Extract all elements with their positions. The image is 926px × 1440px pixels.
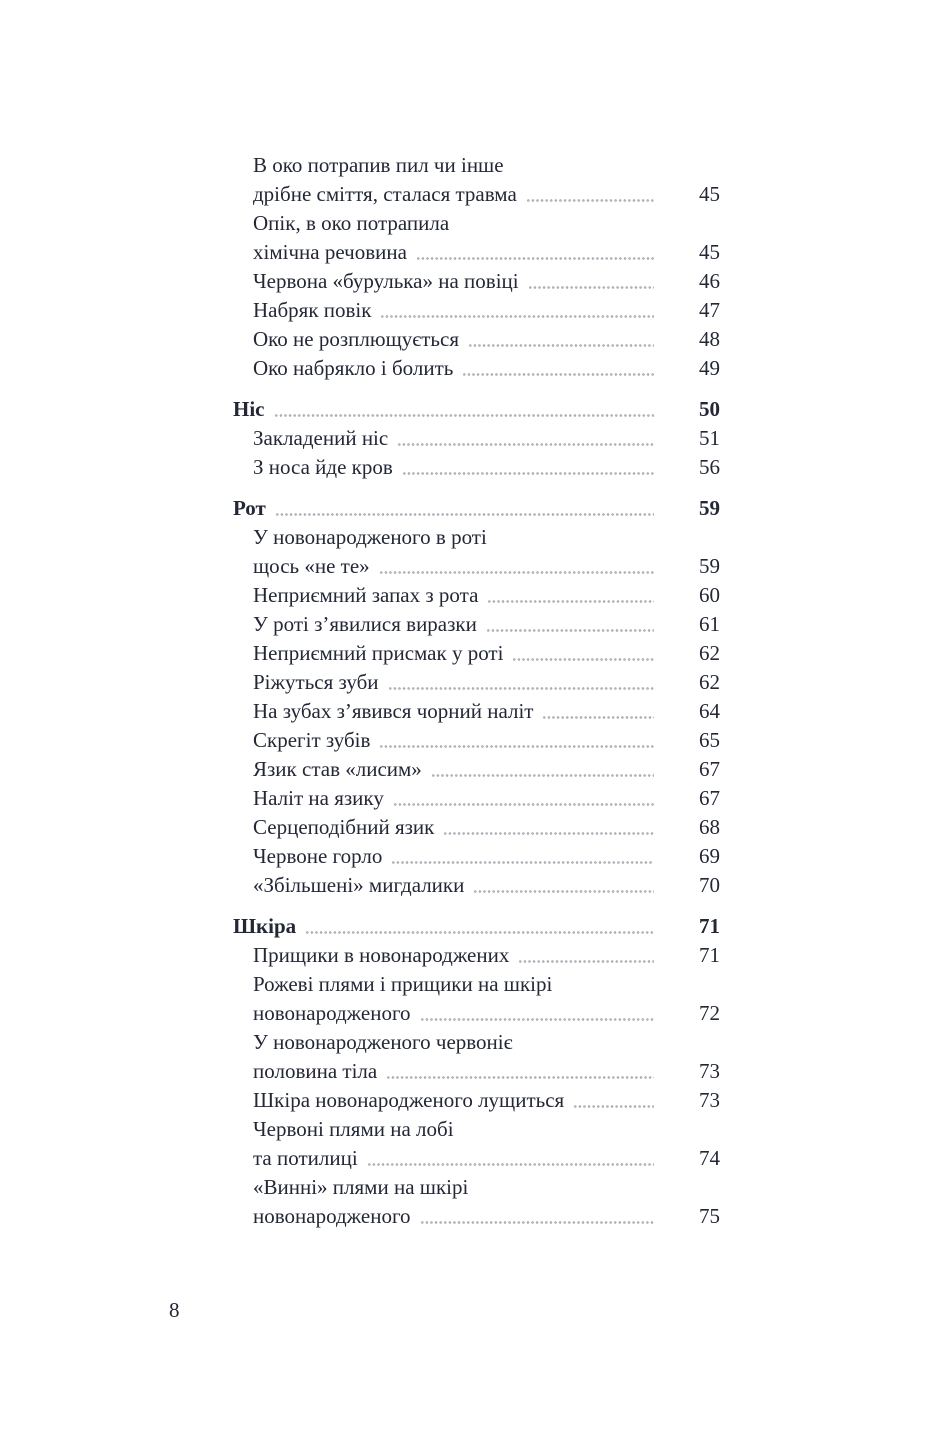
toc-entry-line <box>233 523 720 552</box>
toc-entry-line <box>233 755 720 784</box>
toc-entry <box>233 151 720 209</box>
toc-entry-lines <box>233 354 720 383</box>
toc-entry-line <box>233 151 720 180</box>
toc-entry-title: новонародженого <box>253 1001 411 1025</box>
toc-entry-line <box>233 1028 720 1057</box>
toc-entry-page: 69 <box>699 844 720 868</box>
toc-entry-title: Ніс <box>233 397 265 421</box>
toc-entry <box>233 639 720 668</box>
toc-entry-page: 50 <box>699 397 720 421</box>
toc-entry-lines <box>233 697 720 726</box>
toc-entry-title: З носа йде кров <box>253 455 393 479</box>
toc-entry-page: 49 <box>699 356 720 380</box>
toc-entry-title: щось «не те» <box>253 554 370 578</box>
dot-leader <box>367 1144 654 1173</box>
toc-entry <box>233 726 720 755</box>
toc-entry-page: 65 <box>699 728 720 752</box>
toc-entry-line <box>233 697 720 726</box>
dot-leader <box>431 755 654 784</box>
toc-entry-title: Язик став «лисим» <box>253 757 422 781</box>
toc-entry <box>233 871 720 900</box>
dot-leader <box>274 395 655 424</box>
toc-entry-line <box>233 552 720 581</box>
dot-leader <box>275 494 654 523</box>
toc-entry-lines <box>233 395 720 424</box>
toc-entry <box>233 1028 720 1086</box>
toc-entry-lines <box>233 453 720 482</box>
toc-entry-page: 62 <box>699 670 720 694</box>
toc-entry-title: У роті з’явилися виразки <box>253 612 477 636</box>
dot-leader <box>391 842 654 871</box>
toc-entry-lines <box>233 610 720 639</box>
toc-entry <box>233 354 720 383</box>
toc-entry-lines <box>233 523 720 581</box>
toc-entry-title: половина тіла <box>253 1059 378 1083</box>
toc-entry-line <box>233 296 720 325</box>
toc-entry <box>233 209 720 267</box>
toc-entry <box>233 523 720 581</box>
toc-entry-page: 75 <box>699 1204 720 1228</box>
toc-entry-page: 56 <box>699 455 720 479</box>
dot-leader <box>443 813 654 842</box>
toc-list <box>233 151 720 1231</box>
toc-entry-page: 73 <box>699 1088 720 1112</box>
dot-leader <box>397 424 654 453</box>
toc-entry <box>233 912 720 941</box>
toc-entry <box>233 1115 720 1173</box>
toc-entry-line <box>233 999 720 1028</box>
toc-entry-page: 73 <box>699 1059 720 1083</box>
toc-entry <box>233 453 720 482</box>
toc-entry <box>233 581 720 610</box>
toc-entry-line <box>233 209 720 238</box>
toc-entry-lines <box>233 970 720 1028</box>
toc-entry-lines <box>233 151 720 209</box>
toc-entry-lines <box>233 424 720 453</box>
toc-entry-lines <box>233 325 720 354</box>
toc-entry-title: В око потрапив пил чи інше <box>253 153 504 177</box>
toc-entry-line <box>233 1086 720 1115</box>
dot-leader <box>487 581 654 610</box>
toc-entry <box>233 325 720 354</box>
toc-entry-page: 72 <box>699 1001 720 1025</box>
toc-entry-lines <box>233 813 720 842</box>
toc-entry-lines <box>233 1028 720 1086</box>
toc-entry-title: Набряк повік <box>253 298 372 322</box>
toc-entry-title: Наліт на язику <box>253 786 384 810</box>
dot-leader <box>305 912 654 941</box>
toc-entry-line <box>233 494 720 523</box>
toc-entry-title: Червоні плями на лобі <box>253 1117 454 1141</box>
toc-entry-title: Шкіра новонародженого лущиться <box>253 1088 565 1112</box>
toc-entry-lines <box>233 912 720 941</box>
toc-entry <box>233 395 720 424</box>
toc-entry-title: На зубах з’явився чорний наліт <box>253 699 534 723</box>
toc-entry-line <box>233 813 720 842</box>
toc-entry <box>233 267 720 296</box>
toc-entry-title: хімічна речовина <box>253 240 407 264</box>
toc-entry <box>233 813 720 842</box>
toc-entry-title: Рот <box>233 496 266 520</box>
toc-entry <box>233 1173 720 1231</box>
dot-leader <box>379 726 654 755</box>
toc-entry-lines <box>233 267 720 296</box>
dot-leader <box>462 354 654 383</box>
toc-entry-title: Око не розплющується <box>253 327 459 351</box>
toc-entry-title: Неприємний присмак у роті <box>253 641 504 665</box>
toc-entry-line <box>233 354 720 383</box>
toc-entry-line <box>233 1173 720 1202</box>
toc-entry-line <box>233 1202 720 1231</box>
dot-leader <box>542 697 654 726</box>
toc-entry-title: Опік, в око потрапила <box>253 211 450 235</box>
toc-entry-title: Рожеві плями і прищики на шкірі <box>253 972 553 996</box>
table-of-contents <box>233 151 720 1231</box>
toc-entry-line <box>233 325 720 354</box>
dot-leader <box>386 1057 654 1086</box>
toc-entry-page: 45 <box>699 240 720 264</box>
dot-leader <box>379 552 654 581</box>
toc-entry-page: 59 <box>699 554 720 578</box>
toc-entry-page: 62 <box>699 641 720 665</box>
toc-entry-lines <box>233 755 720 784</box>
toc-entry-title: Серцеподібний язик <box>253 815 435 839</box>
toc-entry-title: «Збільшені» мигдалики <box>253 873 465 897</box>
dot-leader <box>468 325 654 354</box>
dot-leader <box>416 238 654 267</box>
toc-entry-line <box>233 784 720 813</box>
toc-entry-lines <box>233 209 720 267</box>
dot-leader <box>420 999 654 1028</box>
toc-entry-title: Прищики в новонароджених <box>253 943 510 967</box>
toc-entry-page: 64 <box>699 699 720 723</box>
toc-entry-lines <box>233 1173 720 1231</box>
toc-entry <box>233 494 720 523</box>
toc-entry-line <box>233 581 720 610</box>
toc-entry-line <box>233 395 720 424</box>
toc-entry-lines <box>233 639 720 668</box>
toc-entry <box>233 697 720 726</box>
toc-entry-line <box>233 424 720 453</box>
toc-entry <box>233 941 720 970</box>
toc-entry-lines <box>233 581 720 610</box>
toc-entry-line <box>233 1115 720 1144</box>
page-number: 8 <box>169 1298 180 1322</box>
toc-entry-line <box>233 610 720 639</box>
toc-entry-title: Червона «бурулька» на повіці <box>253 269 519 293</box>
toc-entry-lines <box>233 668 720 697</box>
toc-entry-line <box>233 842 720 871</box>
dot-leader <box>420 1202 654 1231</box>
toc-entry-line <box>233 639 720 668</box>
toc-entry-title: новонародженого <box>253 1204 411 1228</box>
toc-entry-page: 67 <box>699 786 720 810</box>
toc-entry-title: У новонародженого червоніє <box>253 1030 513 1054</box>
toc-entry-line <box>233 912 720 941</box>
toc-entry <box>233 424 720 453</box>
toc-entry <box>233 668 720 697</box>
toc-entry-title: Око набрякло і болить <box>253 356 454 380</box>
toc-entry-lines <box>233 494 720 523</box>
toc-entry-line <box>233 1144 720 1173</box>
toc-entry-page: 70 <box>699 873 720 897</box>
toc-entry-lines <box>233 784 720 813</box>
toc-entry-line <box>233 970 720 999</box>
dot-leader <box>526 180 654 209</box>
toc-entry-title: Червоне горло <box>253 844 383 868</box>
dot-leader <box>528 267 654 296</box>
toc-entry-page: 48 <box>699 327 720 351</box>
dot-leader <box>512 639 654 668</box>
toc-entry <box>233 296 720 325</box>
toc-entry-page: 71 <box>699 943 720 967</box>
toc-entry-lines <box>233 726 720 755</box>
dot-leader <box>486 610 654 639</box>
dot-leader <box>518 941 654 970</box>
toc-entry-title: «Винні» плями на шкірі <box>253 1175 469 1199</box>
toc-entry-line <box>233 668 720 697</box>
toc-entry-title: Шкіра <box>233 914 297 938</box>
toc-entry-lines <box>233 296 720 325</box>
toc-entry-line <box>233 267 720 296</box>
toc-entry-title: Неприємний запах з рота <box>253 583 479 607</box>
toc-entry <box>233 842 720 871</box>
toc-entry-line <box>233 1057 720 1086</box>
toc-entry-title: Скрегіт зубів <box>253 728 371 752</box>
toc-entry-title: Закладений ніс <box>253 426 389 450</box>
toc-entry-page: 74 <box>699 1146 720 1170</box>
toc-entry <box>233 970 720 1028</box>
toc-entry-title: та потилиці <box>253 1146 358 1170</box>
toc-entry-line <box>233 180 720 209</box>
toc-entry-lines <box>233 941 720 970</box>
toc-entry-page: 59 <box>699 496 720 520</box>
toc-entry-page: 51 <box>699 426 720 450</box>
toc-entry-title: дрібне сміття, сталася травма <box>253 182 517 206</box>
toc-entry-line <box>233 726 720 755</box>
dot-leader <box>388 668 654 697</box>
toc-entry-lines <box>233 842 720 871</box>
toc-entry-lines <box>233 871 720 900</box>
toc-entry-page: 45 <box>699 182 720 206</box>
toc-entry-title: У новонародженого в роті <box>253 525 487 549</box>
toc-entry-page: 46 <box>699 269 720 293</box>
toc-entry-line <box>233 941 720 970</box>
toc-entry-page: 67 <box>699 757 720 781</box>
toc-entry <box>233 1086 720 1115</box>
toc-entry-page: 61 <box>699 612 720 636</box>
dot-leader <box>380 296 654 325</box>
dot-leader <box>573 1086 654 1115</box>
toc-entry-page: 47 <box>699 298 720 322</box>
dot-leader <box>393 784 654 813</box>
toc-entry-lines <box>233 1086 720 1115</box>
toc-entry <box>233 784 720 813</box>
toc-entry-line <box>233 871 720 900</box>
toc-entry <box>233 755 720 784</box>
toc-entry-lines <box>233 1115 720 1173</box>
toc-entry-title: Ріжуться зуби <box>253 670 379 694</box>
dot-leader <box>473 871 654 900</box>
toc-entry-line <box>233 453 720 482</box>
toc-entry-page: 71 <box>699 914 720 938</box>
dot-leader <box>402 453 654 482</box>
toc-entry-line <box>233 238 720 267</box>
toc-entry <box>233 610 720 639</box>
toc-entry-page: 60 <box>699 583 720 607</box>
toc-entry-page: 68 <box>699 815 720 839</box>
